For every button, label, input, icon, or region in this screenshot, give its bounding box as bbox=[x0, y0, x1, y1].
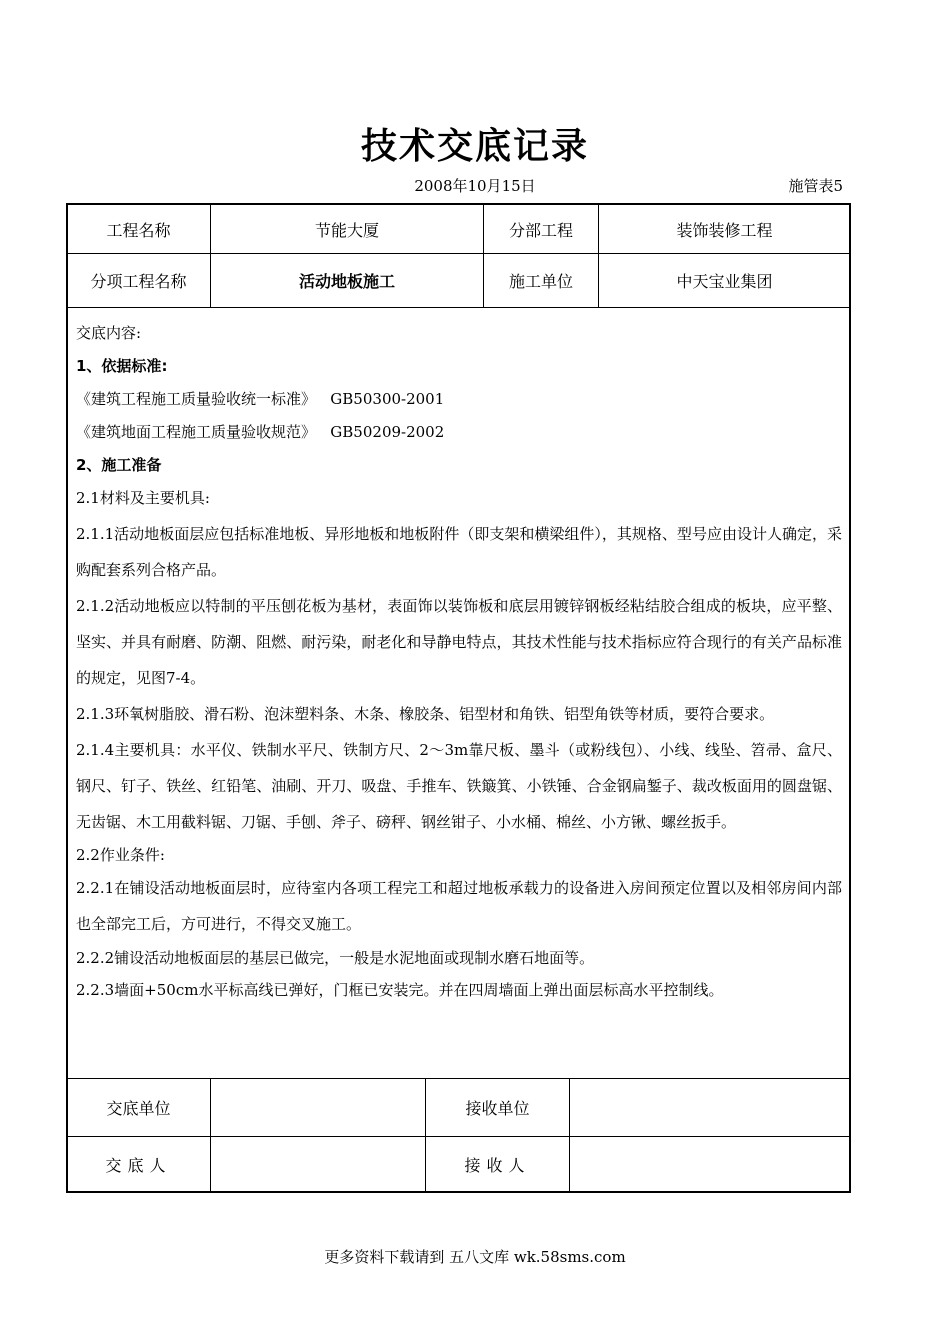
section-heading: 1、依据标准: bbox=[76, 357, 168, 375]
record-date: 2008年10月15日 bbox=[414, 177, 536, 195]
paragraph: 2.2.1在铺设活动地板面层时，应待室内各项工程完工和超过地板承载力的设备进入房间预定位置以及相邻房间内部也全部完工后，方可进行，不得交叉施工。 bbox=[76, 879, 842, 933]
subitem-value: 活动地板施工 bbox=[298, 272, 395, 291]
paragraph: 2.1.3环氧树脂胶、滑石粉、泡沫塑料条、木条、橡胶条、铝型材和角铁、铝型角铁等材质，要符合要求。 bbox=[76, 705, 775, 723]
paragraph: 2.2.2铺设活动地板面层的基层已做完，一般是水泥地面或现制水磨石地面等。 bbox=[76, 949, 595, 967]
briefing-content bbox=[76, 318, 842, 1006]
subitem-label: 分项工程名称 bbox=[90, 272, 187, 291]
division-value: 装饰装修工程 bbox=[676, 220, 773, 240]
paragraph: 2.1.2活动地板应以特制的平压刨花板为基材，表面饰以装饰板和底层用镀锌钢板经粘结胶合组成的板块，应平整、坚实、并具有耐磨、防潮、阻燃、耐污染，耐老化和导静电特点，其技术性能与技术指标应符合现行的有关产品标准的规定，见图7-4。 bbox=[76, 597, 842, 687]
standard-item: 《建筑工程施工质量验收统一标准》 GB50300-2001 bbox=[76, 390, 445, 408]
form-number: 施管表5 bbox=[788, 177, 843, 195]
receiver-field[interactable] bbox=[570, 1137, 850, 1191]
issuer-field[interactable] bbox=[211, 1137, 425, 1191]
paragraph: 2.1.1活动地板面层应包括标准地板、异形地板和地板附件（即支架和横梁组件），其规格、型号应由设计人确定，采购配套系列合格产品。 bbox=[76, 525, 842, 579]
project-name-label: 工程名称 bbox=[106, 220, 171, 240]
page-title: 技术交底记录 bbox=[360, 126, 589, 167]
content-intro: 交底内容: bbox=[76, 324, 142, 342]
division-label: 分部工程 bbox=[508, 220, 573, 240]
contractor-value: 中天宝业集团 bbox=[676, 272, 773, 291]
paragraph: 2.1材料及主要机具: bbox=[76, 489, 210, 507]
standard-item: 《建筑地面工程施工质量验收规范》 GB50209-2002 bbox=[76, 423, 445, 441]
receiver-label: 接收人 bbox=[464, 1155, 531, 1175]
receiver-unit-label: 接收单位 bbox=[465, 1099, 530, 1118]
paragraph: 2.2.3墙面+50cm水平标高线已弹好，门框已安装完。并在四周墙面上弹出面层标高水平控制线。 bbox=[76, 981, 724, 999]
row-divider bbox=[67, 307, 850, 308]
footer-note: 更多资料下载请到 五八文库 wk.58sms.com bbox=[324, 1248, 626, 1266]
issuer-unit-label: 交底单位 bbox=[106, 1099, 171, 1118]
paragraph: 2.2作业条件: bbox=[76, 846, 165, 864]
project-name-value: 节能大厦 bbox=[314, 220, 379, 240]
paragraph: 2.1.4主要机具：水平仪、铁制水平尺、铁制方尺、2～3m靠尺板、墨斗（或粉线包）、小线、线坠、笤帚、盒尺、钢尺、钉子、铁丝、红铅笔、油刷、开刀、吸盘、手推车、铁簸箕、小铁锤、合金钢扁錾子、裁改板面用的圆盘锯、无齿锯、木工用截料锯、刀锯、手刨、斧子、磅秤、钢丝钳子、小水桶、棉丝、小方锹、螺丝扳手。 bbox=[76, 741, 842, 831]
issuer-unit-field[interactable] bbox=[211, 1079, 425, 1136]
receiver-unit-field[interactable] bbox=[570, 1079, 850, 1136]
section-heading: 2、施工准备 bbox=[76, 456, 162, 474]
contractor-label: 施工单位 bbox=[508, 272, 573, 291]
issuer-label: 交底人 bbox=[105, 1155, 172, 1175]
